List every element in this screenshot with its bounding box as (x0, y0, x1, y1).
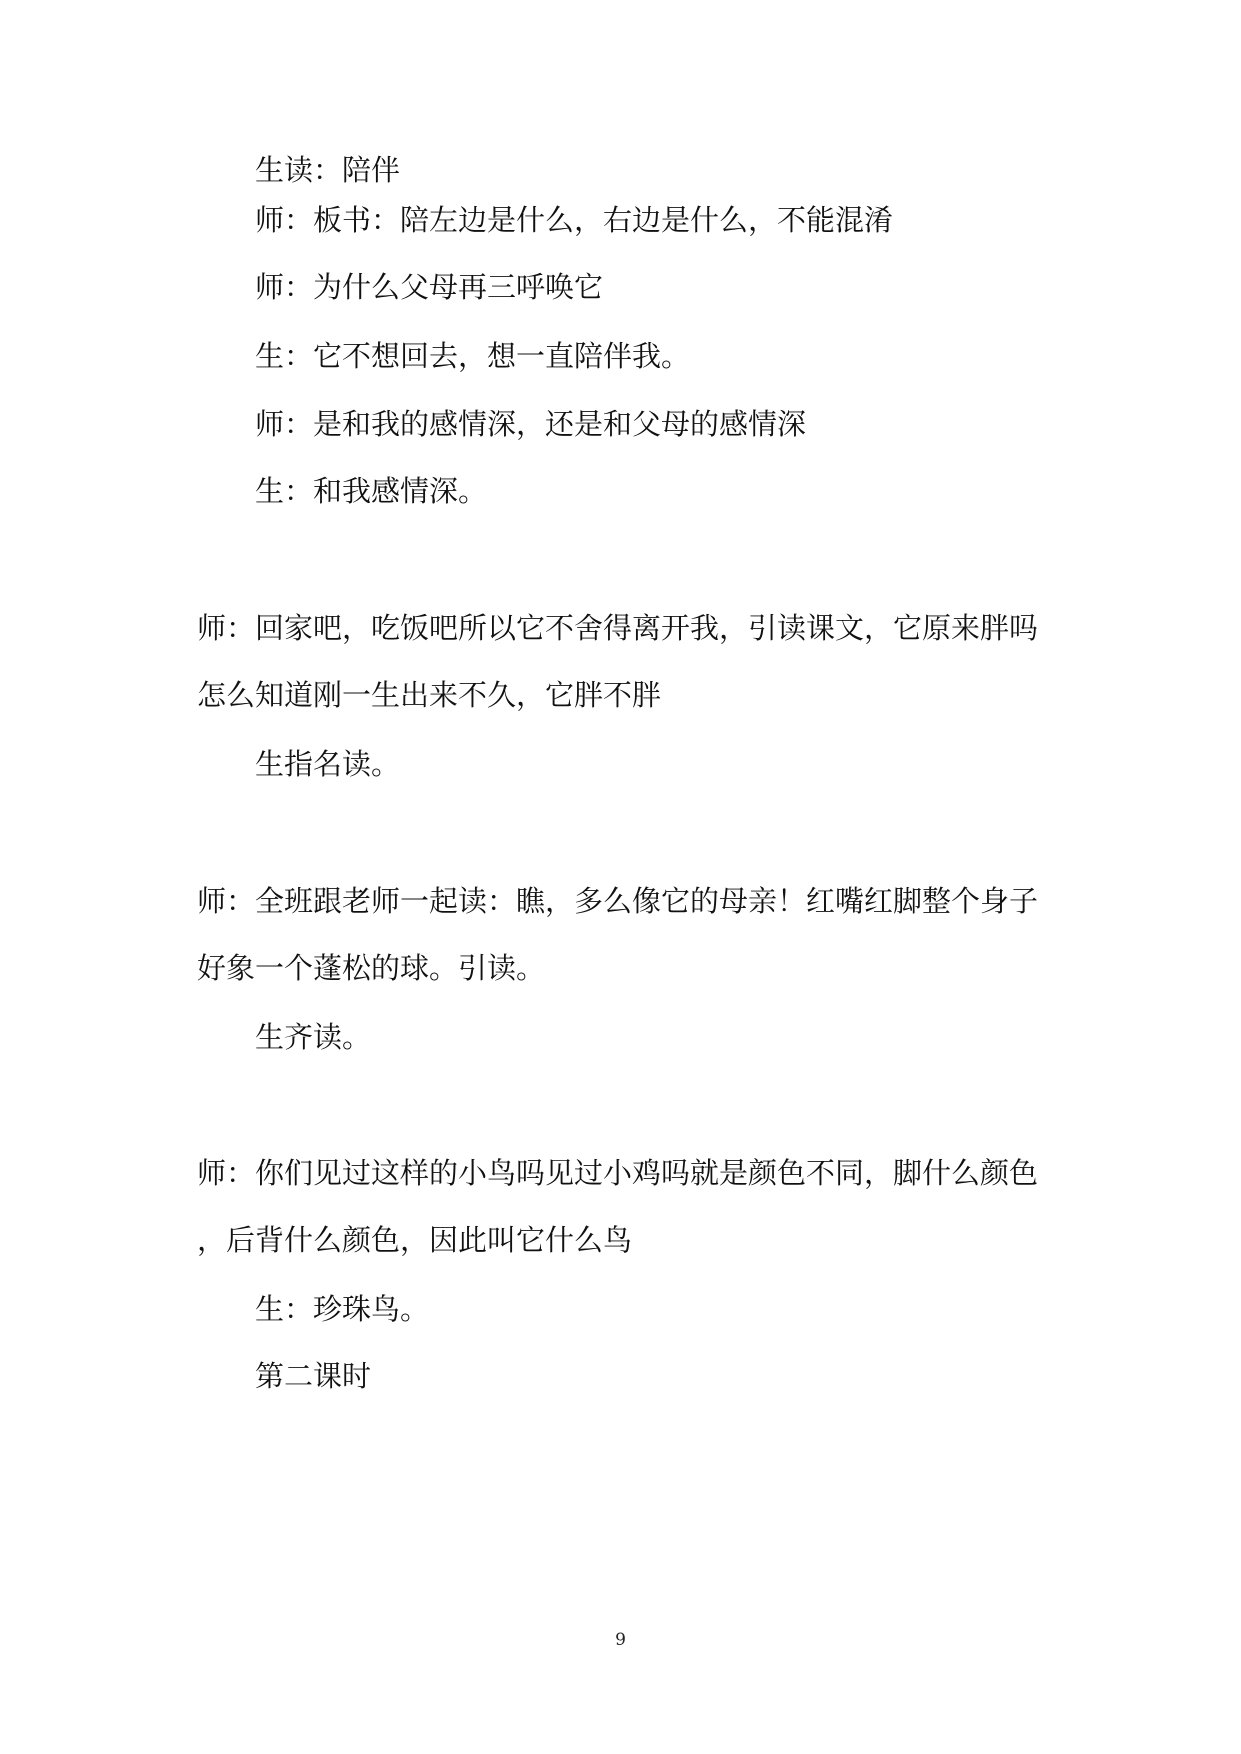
text-line-teacher-paragraph-1a: 师：回家吧，吃饭吧所以它不舍得离开我，引读课文，它原来胖吗 (197, 611, 1039, 645)
text-line-student-answer-stay: 生：它不想回去，想一直陪伴我。 (255, 339, 691, 373)
text-line-teacher-paragraph-3a: 师：你们见过这样的小鸟吗见过小鸡吗就是颜色不同，脚什么颜色 (197, 1156, 1039, 1190)
text-line-teacher-paragraph-2a: 师：全班跟老师一起读：瞧，多么像它的母亲！红嘴红脚整个身子 (197, 884, 1039, 918)
text-line-teacher-paragraph-2b: 好象一个蓬松的球。引读。 (197, 951, 546, 985)
text-line-teacher-question-parents-call: 师：为什么父母再三呼唤它 (255, 270, 604, 304)
text-line-student-named-read: 生指名读。 (255, 747, 401, 781)
text-line-student-reads-companion: 生读：陪伴 (255, 153, 401, 187)
text-line-teacher-board-writing: 师：板书：陪左边是什么，右边是什么，不能混淆 (255, 203, 894, 237)
text-line-teacher-question-feelings: 师：是和我的感情深，还是和父母的感情深 (255, 407, 807, 441)
text-line-student-answer-pearl-bird: 生：珍珠鸟。 (255, 1292, 430, 1326)
text-line-teacher-paragraph-1b: 怎么知道刚一生出来不久，它胖不胖 (197, 678, 662, 712)
page-number: 9 (615, 1630, 626, 1650)
section-heading-second-lesson: 第二课时 (255, 1359, 372, 1393)
text-line-student-answer-feelings: 生：和我感情深。 (255, 474, 488, 508)
text-line-teacher-paragraph-3b: ，后背什么颜色，因此叫它什么鸟 (197, 1223, 633, 1257)
text-line-students-read-together: 生齐读。 (255, 1020, 372, 1054)
